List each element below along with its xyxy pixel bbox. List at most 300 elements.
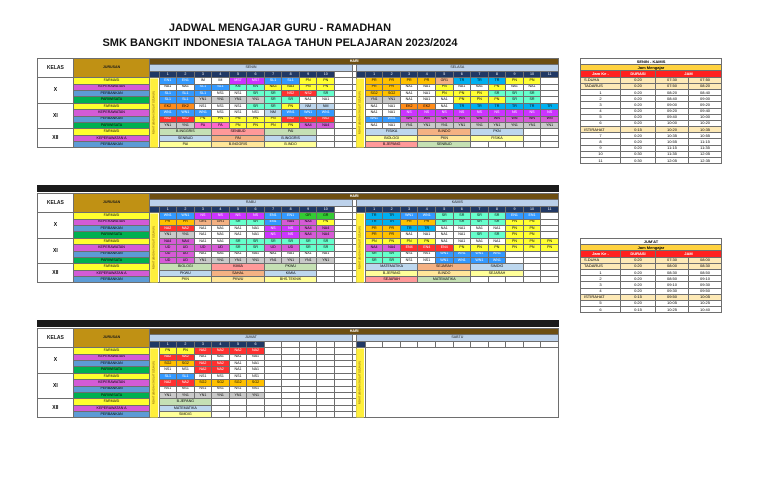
jurusan-label: PARIWISATA bbox=[73, 97, 150, 103]
table-row bbox=[38, 277, 559, 283]
schedule-cell: NA1 bbox=[453, 225, 471, 231]
jurusan-label: PERBANKAN bbox=[73, 251, 150, 257]
schedule-cell: GR1 bbox=[212, 219, 230, 225]
schedule-cell: YN1 bbox=[177, 232, 195, 238]
schedule-cell: SL1 bbox=[159, 90, 177, 96]
schedule-cell: NS bbox=[488, 110, 506, 116]
schedule-cell: NA1 bbox=[247, 251, 265, 257]
schedule-cell: NS2 bbox=[282, 90, 300, 96]
period-number: 6 bbox=[247, 206, 265, 212]
schedule-cell: NS bbox=[212, 213, 230, 219]
period-spacer bbox=[356, 341, 365, 347]
schedule-cell: IM bbox=[194, 78, 212, 84]
schedule-cell: NA1 bbox=[194, 232, 212, 238]
empty-cell bbox=[247, 412, 265, 418]
empty-cell bbox=[334, 412, 352, 418]
schedule-cell: PN bbox=[506, 245, 524, 251]
schedule-section-senin-selasa bbox=[37, 58, 559, 148]
jurusan-label: PERBANKAN bbox=[73, 386, 150, 392]
subject-cell: SEJARAH bbox=[471, 270, 524, 276]
time-cell: 10 bbox=[581, 151, 621, 157]
schedule-cell: EN4 bbox=[435, 245, 453, 251]
schedule-cell: YN1 bbox=[317, 257, 335, 263]
schedule-cell: SL1 bbox=[177, 373, 195, 379]
schedule-cell: EN1 bbox=[282, 213, 300, 219]
day-name-sabtu: SABTU bbox=[356, 335, 558, 341]
schedule-cell: PN bbox=[229, 116, 247, 122]
schedule-cell: YN1 bbox=[229, 97, 247, 103]
schedule-cell: WN1 bbox=[453, 251, 471, 257]
schedule-cell: TR bbox=[506, 103, 524, 109]
subject-cell: SENBUD bbox=[418, 142, 471, 148]
schedule-cell: SR bbox=[264, 238, 282, 244]
schedule-cell: NA1 bbox=[418, 90, 436, 96]
time-table-title: JUM'AT bbox=[581, 239, 722, 245]
schedule-cell: NA4 bbox=[365, 245, 383, 251]
schedule-cell: WN1 bbox=[282, 110, 300, 116]
schedule-cell: WN bbox=[506, 116, 524, 122]
time-cell: 0:20 bbox=[621, 269, 656, 275]
schedule-cell: WN1 bbox=[435, 251, 453, 257]
subject-cell: B.JEPANG bbox=[159, 399, 212, 405]
schedule-cell: SG2 bbox=[383, 90, 401, 96]
subject-cell: PKN bbox=[159, 277, 212, 283]
header-jam-ke: Jam Ke - bbox=[581, 71, 621, 77]
day-name-senin: SENIN bbox=[150, 65, 352, 71]
schedule-cell: YN1 bbox=[194, 257, 212, 263]
schedule-cell: NA4 bbox=[159, 238, 177, 244]
kelas-label: X bbox=[38, 348, 74, 374]
schedule-cell: PN bbox=[506, 225, 524, 231]
schedule-cell: NA1 bbox=[229, 232, 247, 238]
subject-cell: PAI bbox=[159, 142, 212, 148]
schedule-cell: NS bbox=[453, 110, 471, 116]
empty-cell bbox=[317, 142, 335, 148]
time-table-jumat bbox=[580, 238, 721, 313]
schedule-cell: PN bbox=[523, 232, 541, 238]
schedule-cell: SR bbox=[229, 245, 247, 251]
time-cell: 2 bbox=[581, 96, 621, 102]
schedule-cell: PN bbox=[523, 219, 541, 225]
time-cell: 08:00 bbox=[656, 263, 689, 269]
schedule-cell: WN1 bbox=[453, 257, 471, 263]
schedule-cell: UD bbox=[159, 245, 177, 251]
time-cell: 5 bbox=[581, 114, 621, 120]
schedule-cell: SG2 bbox=[194, 380, 212, 386]
time-cell: 0:20 bbox=[621, 288, 656, 294]
schedule-cell: UD bbox=[159, 257, 177, 263]
schedule-cell: PN bbox=[247, 116, 265, 122]
schedule-cell: PN bbox=[506, 219, 524, 225]
period-number: 1 bbox=[159, 206, 177, 212]
jurusan-label: KEPERAWATAN bbox=[73, 84, 150, 90]
schedule-cell: PR bbox=[177, 219, 195, 225]
schedule-cell: SR bbox=[488, 219, 506, 225]
schedule-cell: NA1 bbox=[212, 238, 230, 244]
schedule-cell: NA1 bbox=[435, 238, 453, 244]
schedule-cell: PN bbox=[435, 90, 453, 96]
schedule-cell: NM bbox=[317, 103, 335, 109]
schedule-cell: NS1 bbox=[212, 103, 230, 109]
schedule-cell: NS bbox=[264, 232, 282, 238]
schedule-cell: EN1 bbox=[523, 213, 541, 219]
period-number: 2 bbox=[177, 206, 195, 212]
schedule-cell: PN bbox=[383, 238, 401, 244]
empty-cell bbox=[488, 277, 506, 283]
kelas-header: KELAS bbox=[38, 59, 74, 78]
schedule-cell: NA1 bbox=[299, 97, 317, 103]
schedule-cell: SR bbox=[523, 90, 541, 96]
schedule-cell: NA1 bbox=[282, 251, 300, 257]
jurusan-label: KEPERAWATAN A bbox=[73, 405, 150, 411]
schedule-cell: NS bbox=[471, 110, 489, 116]
schedule-cell: YN1 bbox=[229, 257, 247, 263]
time-cell: 0:15 bbox=[621, 127, 656, 133]
schedule-cell: TR bbox=[488, 78, 506, 84]
schedule-cell: PN bbox=[541, 238, 559, 244]
schedule-cell: EK2 bbox=[159, 103, 177, 109]
time-cell: 3 bbox=[581, 102, 621, 108]
schedule-cell: NA1 bbox=[317, 97, 335, 103]
time-cell: 0:20 bbox=[621, 108, 656, 114]
schedule-cell: SR bbox=[471, 219, 489, 225]
period-number: 3 bbox=[194, 341, 212, 347]
schedule-table bbox=[37, 193, 559, 283]
schedule-cell: PN bbox=[541, 245, 559, 251]
schedule-cell: PN bbox=[418, 238, 436, 244]
schedule-cell: WN bbox=[488, 116, 506, 122]
period-number: 8 bbox=[282, 206, 300, 212]
schedule-cell: NS2 bbox=[177, 116, 195, 122]
schedule-cell: PN bbox=[488, 97, 506, 103]
schedule-cell: SG2 bbox=[212, 380, 230, 386]
schedule-cell: YN1 bbox=[541, 122, 559, 128]
time-cell: ISTIRAHAT bbox=[581, 294, 621, 300]
schedule-section-jumat-sabtu bbox=[37, 328, 559, 418]
schedule-cell: NA1 bbox=[247, 354, 265, 360]
schedule-cell: KN bbox=[229, 84, 247, 90]
jurusan-label: FARMASI bbox=[73, 348, 150, 354]
period-number: 10 bbox=[317, 206, 335, 212]
jurusan-label: PERBANKAN bbox=[73, 360, 150, 366]
time-cell: 10:55 bbox=[689, 133, 722, 139]
schedule-cell: PN bbox=[365, 238, 383, 244]
time-cell: 08:40 bbox=[656, 96, 689, 102]
schedule-cell: YN1 bbox=[212, 392, 230, 398]
schedule-cell: TR bbox=[418, 225, 436, 231]
time-cell: 07:50 bbox=[689, 77, 722, 83]
time-cell: 0:20 bbox=[621, 145, 656, 151]
schedule-cell: SG2 bbox=[229, 380, 247, 386]
time-cell: 11:15 bbox=[656, 145, 689, 151]
schedule-cell: TR bbox=[365, 213, 383, 219]
schedule-cell: MS7 bbox=[247, 78, 265, 84]
schedule-cell: NA4 bbox=[383, 245, 401, 251]
schedule-cell: NA1 bbox=[488, 225, 506, 231]
time-cell: 11 bbox=[581, 158, 621, 164]
schedule-cell: SR bbox=[523, 97, 541, 103]
schedule-cell: UD bbox=[212, 245, 230, 251]
schedule-cell: SR bbox=[435, 219, 453, 225]
schedule-cell: GR1 bbox=[435, 78, 453, 84]
schedule-cell: NA1 bbox=[229, 251, 247, 257]
schedule-cell: NA1 bbox=[453, 232, 471, 238]
schedule-cell: PN bbox=[471, 97, 489, 103]
jurusan-label: PARIWISATA bbox=[73, 257, 150, 263]
time-cell: 6 bbox=[581, 307, 621, 313]
schedule-section-rabu-kamis bbox=[37, 193, 559, 283]
schedule-cell: NS bbox=[523, 110, 541, 116]
subject-cell: SEJARAH bbox=[418, 264, 471, 270]
time-cell: 7 bbox=[581, 133, 621, 139]
schedule-cell: NA1 bbox=[212, 354, 230, 360]
time-cell: 10:00 bbox=[656, 120, 689, 126]
subject-cell: PKN bbox=[471, 129, 524, 135]
empty-cell bbox=[506, 142, 524, 148]
schedule-cell: NA1 bbox=[194, 238, 212, 244]
time-table bbox=[580, 58, 722, 164]
schedule-cell: PN bbox=[194, 116, 212, 122]
schedule-cell: NA1 bbox=[177, 84, 195, 90]
schedule-cell: YN1 bbox=[299, 257, 317, 263]
schedule-cell: NA2 bbox=[212, 367, 230, 373]
schedule-cell: WN1 bbox=[317, 110, 335, 116]
schedule-cell: PN bbox=[506, 78, 524, 84]
period-number: 2 bbox=[383, 206, 401, 212]
subject-cell: BIOLOGI bbox=[365, 135, 418, 141]
schedule-cell: NS1 bbox=[229, 103, 247, 109]
period-number: 4 bbox=[418, 206, 436, 212]
time-cell: 6 bbox=[581, 120, 621, 126]
time-cell: 09:00 bbox=[689, 96, 722, 102]
jurusan-label: KEPERAWATAN bbox=[73, 245, 150, 251]
schedule-cell: SR bbox=[365, 257, 383, 263]
schedule-cell: YN1 bbox=[177, 392, 195, 398]
schedule-cell: NA1 bbox=[435, 97, 453, 103]
schedule-cell: GR1 bbox=[194, 219, 212, 225]
schedule-cell: YN1 bbox=[383, 97, 401, 103]
period-number: 8 bbox=[282, 71, 300, 77]
period-spacer bbox=[356, 206, 365, 212]
schedule-cell: WN1 bbox=[194, 110, 212, 116]
schedule-cell: NA1 bbox=[247, 367, 265, 373]
schedule-cell: EN1 bbox=[177, 78, 195, 84]
time-cell: 0:20 bbox=[621, 257, 656, 263]
schedule-cell: SR bbox=[506, 90, 524, 96]
schedule-cell: YN1 bbox=[400, 122, 418, 128]
time-cell: 11:35 bbox=[656, 151, 689, 157]
period-number: 4 bbox=[212, 71, 230, 77]
jurusan-label: KEPERAWATAN A bbox=[73, 270, 150, 276]
time-cell: 09:30 bbox=[689, 282, 722, 288]
kelas-header: KELAS bbox=[38, 329, 74, 348]
jurusan-label: FARMASI bbox=[73, 103, 150, 109]
schedule-cell: NS1 bbox=[229, 90, 247, 96]
empty-cell bbox=[212, 412, 230, 418]
time-cell: 0:20 bbox=[621, 276, 656, 282]
schedule-cell: NA1 bbox=[159, 84, 177, 90]
time-row bbox=[581, 158, 722, 164]
schedule-cell: TR bbox=[471, 103, 489, 109]
schedule-cell: SR bbox=[282, 238, 300, 244]
schedule-cell: NA1 bbox=[471, 84, 489, 90]
period-spacer bbox=[150, 71, 159, 77]
period-number: 9 bbox=[506, 206, 524, 212]
schedule-cell: NA1 bbox=[365, 103, 383, 109]
schedule-cell: NA2 bbox=[229, 348, 247, 354]
page-title: JADWAL MENGAJAR GURU - RAMADHAN bbox=[168, 22, 392, 34]
empty-cell bbox=[541, 142, 559, 148]
day-name-kamis: KAMIS bbox=[356, 200, 558, 206]
time-cell: 10:25 bbox=[656, 307, 689, 313]
jurusan-label: KEPERAWATAN A bbox=[73, 135, 150, 141]
period-number: 2 bbox=[383, 71, 401, 77]
schedule-cell: NS2 bbox=[317, 116, 335, 122]
schedule-cell: PN bbox=[317, 219, 335, 225]
schedule-cell: NA1 bbox=[264, 251, 282, 257]
period-number: 2 bbox=[177, 71, 195, 77]
time-cell: 0:20 bbox=[621, 77, 656, 83]
schedule-cell: PN bbox=[247, 122, 265, 128]
time-cell: 0:20 bbox=[621, 120, 656, 126]
jurusan-label: PERBANKAN bbox=[73, 116, 150, 122]
schedule-cell: PN bbox=[453, 97, 471, 103]
break-column: REHAT (IBADAH SHOLAT DZUHUR) bbox=[150, 78, 159, 148]
time-cell: 0:20 bbox=[621, 282, 656, 288]
schedule-cell: NA2 bbox=[159, 354, 177, 360]
schedule-cell: SR bbox=[247, 238, 265, 244]
schedule-cell: UD bbox=[177, 251, 195, 257]
schedule-cell: PN bbox=[177, 348, 195, 354]
schedule-cell: NS1 bbox=[418, 251, 436, 257]
subject-cell: SEJARAH bbox=[365, 277, 418, 283]
schedule-cell: PR bbox=[400, 219, 418, 225]
period-number: 8 bbox=[488, 206, 506, 212]
schedule-cell: IM bbox=[212, 78, 230, 84]
schedule-cell: NA2 bbox=[194, 348, 212, 354]
schedule-cell: NA4 bbox=[317, 122, 335, 128]
schedule-cell: SG2 bbox=[177, 360, 195, 366]
jurusan-label: FARMASI bbox=[73, 129, 150, 135]
schedule-cell: SR bbox=[471, 213, 489, 219]
time-cell: 0:30 bbox=[621, 151, 656, 157]
period-number: 10 bbox=[523, 71, 541, 77]
subject-cell: PKWU bbox=[212, 277, 265, 283]
schedule-cell: NA1 bbox=[488, 238, 506, 244]
schedule-cell: EK2 bbox=[418, 103, 436, 109]
schedule-cell: WN1 bbox=[299, 110, 317, 116]
schedule-cell: TR bbox=[400, 225, 418, 231]
period-number: 9 bbox=[299, 206, 317, 212]
schedule-cell: NA1 bbox=[400, 90, 418, 96]
schedule-cell: SR bbox=[229, 219, 247, 225]
period-number: 11 bbox=[541, 71, 559, 77]
schedule-cell: UD bbox=[282, 245, 300, 251]
schedule-cell: NA1 bbox=[229, 225, 247, 231]
schedule-cell: PN bbox=[506, 238, 524, 244]
period-spacer bbox=[150, 341, 159, 347]
schedule-cell: YN1 bbox=[194, 392, 212, 398]
schedule-cell: YN1 bbox=[159, 122, 177, 128]
period-number: 3 bbox=[400, 71, 418, 77]
schedule-cell: YN1 bbox=[212, 97, 230, 103]
time-cell: 08:30 bbox=[656, 269, 689, 275]
time-cell: 0:15 bbox=[621, 307, 656, 313]
schedule-cell: NA2 bbox=[177, 380, 195, 386]
time-cell: S.DUHA bbox=[581, 257, 621, 263]
schedule-cell: NA1 bbox=[453, 238, 471, 244]
schedule-cell: NA1 bbox=[383, 110, 401, 116]
subject-cell: MATEMATIKA bbox=[365, 264, 418, 270]
schedule-cell: SL1 bbox=[177, 97, 195, 103]
schedule-cell: NA1 bbox=[523, 84, 541, 90]
break-column: REHAT (IBADAH SHOLAT DZUHUR) bbox=[356, 78, 365, 148]
schedule-cell: UD bbox=[264, 245, 282, 251]
time-cell: 08:40 bbox=[689, 89, 722, 95]
schedule-cell: NA1 bbox=[365, 122, 383, 128]
schedule-cell: TR bbox=[453, 103, 471, 109]
period-number: 6 bbox=[247, 71, 265, 77]
schedule-cell: SR bbox=[453, 213, 471, 219]
schedule-cell: YN1 bbox=[194, 97, 212, 103]
schedule-cell: YN1 bbox=[229, 392, 247, 398]
empty-cell bbox=[506, 277, 524, 283]
jurusan-label: FARMASI bbox=[73, 238, 150, 244]
table-row bbox=[38, 142, 559, 148]
subject-cell: KIMIA bbox=[212, 264, 265, 270]
schedule-cell: SR bbox=[317, 245, 335, 251]
schedule-cell: PN bbox=[523, 78, 541, 84]
period-spacer bbox=[356, 71, 365, 77]
schedule-cell: NA1 bbox=[471, 238, 489, 244]
time-cell: 0:20 bbox=[621, 263, 656, 269]
subject-cell: B.INDO bbox=[418, 129, 471, 135]
schedule-cell: NS1 bbox=[177, 367, 195, 373]
schedule-cell: SR bbox=[299, 245, 317, 251]
subject-cell: SENBUD bbox=[212, 129, 265, 135]
time-cell: 07:50 bbox=[656, 83, 689, 89]
schedule-cell: NA1 bbox=[435, 232, 453, 238]
time-cell: 09:40 bbox=[656, 114, 689, 120]
schedule-cell: PN bbox=[523, 238, 541, 244]
time-row bbox=[581, 307, 722, 313]
schedule-cell: NS1 bbox=[400, 257, 418, 263]
time-cell: 10:35 bbox=[656, 133, 689, 139]
empty-cell bbox=[282, 412, 300, 418]
schedule-cell: SL1 bbox=[282, 78, 300, 84]
schedule-cell: NS1 bbox=[194, 386, 212, 392]
schedule-cell: TR bbox=[383, 213, 401, 219]
jurusan-header: JURUSAN bbox=[73, 59, 150, 78]
schedule-cell: NA2 bbox=[194, 367, 212, 373]
schedule-cell: EN1 bbox=[264, 213, 282, 219]
schedule-cell: SR bbox=[299, 238, 317, 244]
header-jam: JAM bbox=[656, 251, 722, 257]
schedule-cell: NA3 bbox=[282, 84, 300, 90]
schedule-cell: YN1 bbox=[453, 122, 471, 128]
time-cell: 11:15 bbox=[689, 139, 722, 145]
subject-cell: BIOLOGI bbox=[159, 264, 212, 270]
schedule-cell: NA2 bbox=[194, 360, 212, 366]
schedule-cell: YN1 bbox=[247, 392, 265, 398]
schedule-cell: PR bbox=[400, 78, 418, 84]
empty-cell bbox=[229, 412, 247, 418]
jurusan-label: PERBANKAN bbox=[73, 412, 150, 418]
subject-cell: BHS.TEKNIK bbox=[264, 277, 317, 283]
schedule-cell: NA1 bbox=[418, 232, 436, 238]
day-name-jumat: JUMAT bbox=[150, 335, 352, 341]
schedule-cell: NS1 bbox=[212, 110, 230, 116]
